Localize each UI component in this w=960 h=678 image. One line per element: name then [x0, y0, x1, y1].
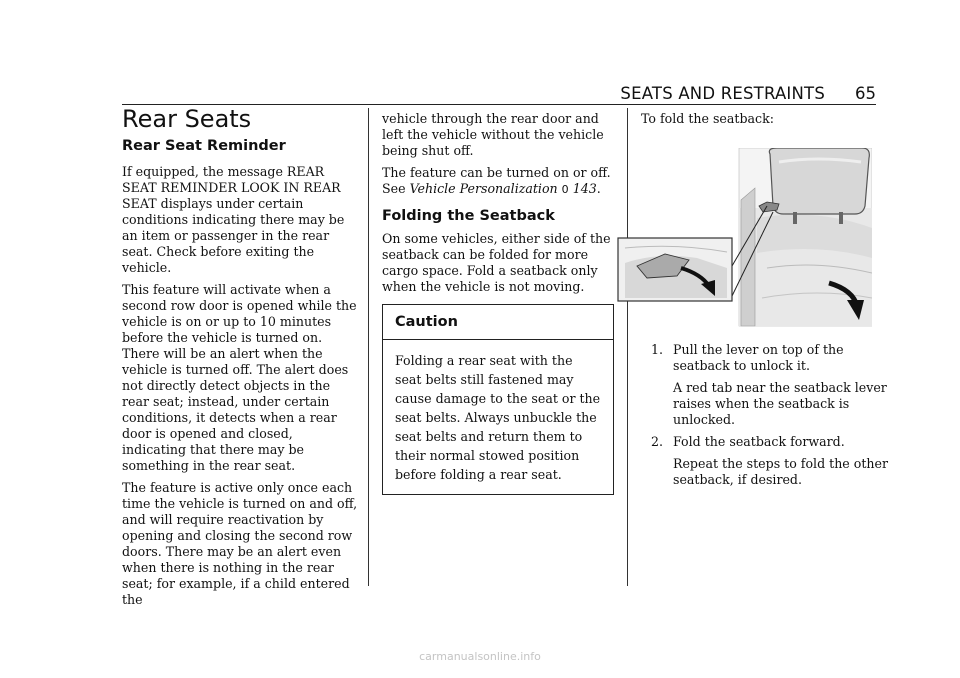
fold-intro: [641, 111, 876, 133]
page-reference-number[interactable]: 143: [572, 181, 597, 196]
caution-box: [382, 304, 614, 495]
caution-text: Folding a rear seat with the seat belts still fastened may cause damage to the seat or the seat belts. Always unbuckle the seat belts and return them to their normal stowed position before folding a rear seat.: [395, 353, 601, 482]
seatback-lever-illustration: [617, 148, 872, 328]
folding-seatback-heading: Folding the Seatback: [382, 208, 555, 224]
rear-seat-reminder-heading: Rear Seat Reminder: [122, 138, 286, 154]
personalization-sentence: The feature can be turned on or off.: [382, 165, 611, 180]
step-2-number: 2.: [651, 434, 664, 449]
step-1-text: Pull the lever on top of the seatback to unlock it.: [673, 342, 844, 373]
watermark: carmanualsonline.info: [419, 650, 541, 663]
fold-intro-text: To fold the seatback:: [641, 111, 774, 126]
caution-title: Caution: [383, 305, 613, 340]
page-reference-arrow-icon: 0: [561, 183, 569, 196]
step-2-note: Repeat the steps to fold the other seatback, if desired.: [673, 456, 888, 487]
page-number: 65: [855, 84, 876, 103]
paragraph-folding: On some vehicles, either side of the seatback can be folded for more cargo space. Fold a seatback only when the vehicle is not moving.: [382, 231, 611, 294]
step-1-number: 1.: [651, 342, 664, 357]
see-prefix: See: [382, 181, 406, 196]
step-2-text: Fold the seatback forward.: [673, 434, 845, 449]
step-1-note: A red tab near the seatback lever raises when the seatback is unlocked.: [673, 380, 887, 427]
reference-period: .: [596, 181, 601, 196]
vehicle-personalization-link[interactable]: Vehicle Personalization: [409, 181, 558, 196]
middle-column: [382, 111, 616, 495]
left-column: [122, 105, 358, 614]
paragraph-continued: vehicle through the rear door and left the vehicle without the vehicle being shut off.: [382, 111, 604, 158]
page-heading: Rear Seats: [122, 105, 252, 133]
paragraph-message: If equipped, the message REAR SEAT REMINDER LOOK IN REAR SEAT displays under certain conditions indicating there may be an item or passenger in the rear seat. Check before exiting the vehicle.: [122, 164, 345, 275]
paragraph-personalization: [382, 165, 616, 198]
paragraph-active-once: The feature is active only once each time the vehicle is turned on and off, and will require reactivation by opening and closing the second row doors. There may be an alert even when there is nothing in the rear seat; for example, if a child entered the: [122, 480, 358, 607]
column-divider-left: [368, 108, 369, 586]
paragraph-activation: This feature will activate when a second row door is opened while the vehicle is on or up to 10 minutes before the vehicle is turned on. There will be an alert when the vehicle is turned off. The alert does not directly detect objects in the rear seat; instead, under certain conditions, it detects when a rear door is opened and closed, indicating that there may be something in the rear seat.: [122, 282, 357, 473]
section-title: SEATS AND RESTRAINTS: [620, 84, 825, 103]
